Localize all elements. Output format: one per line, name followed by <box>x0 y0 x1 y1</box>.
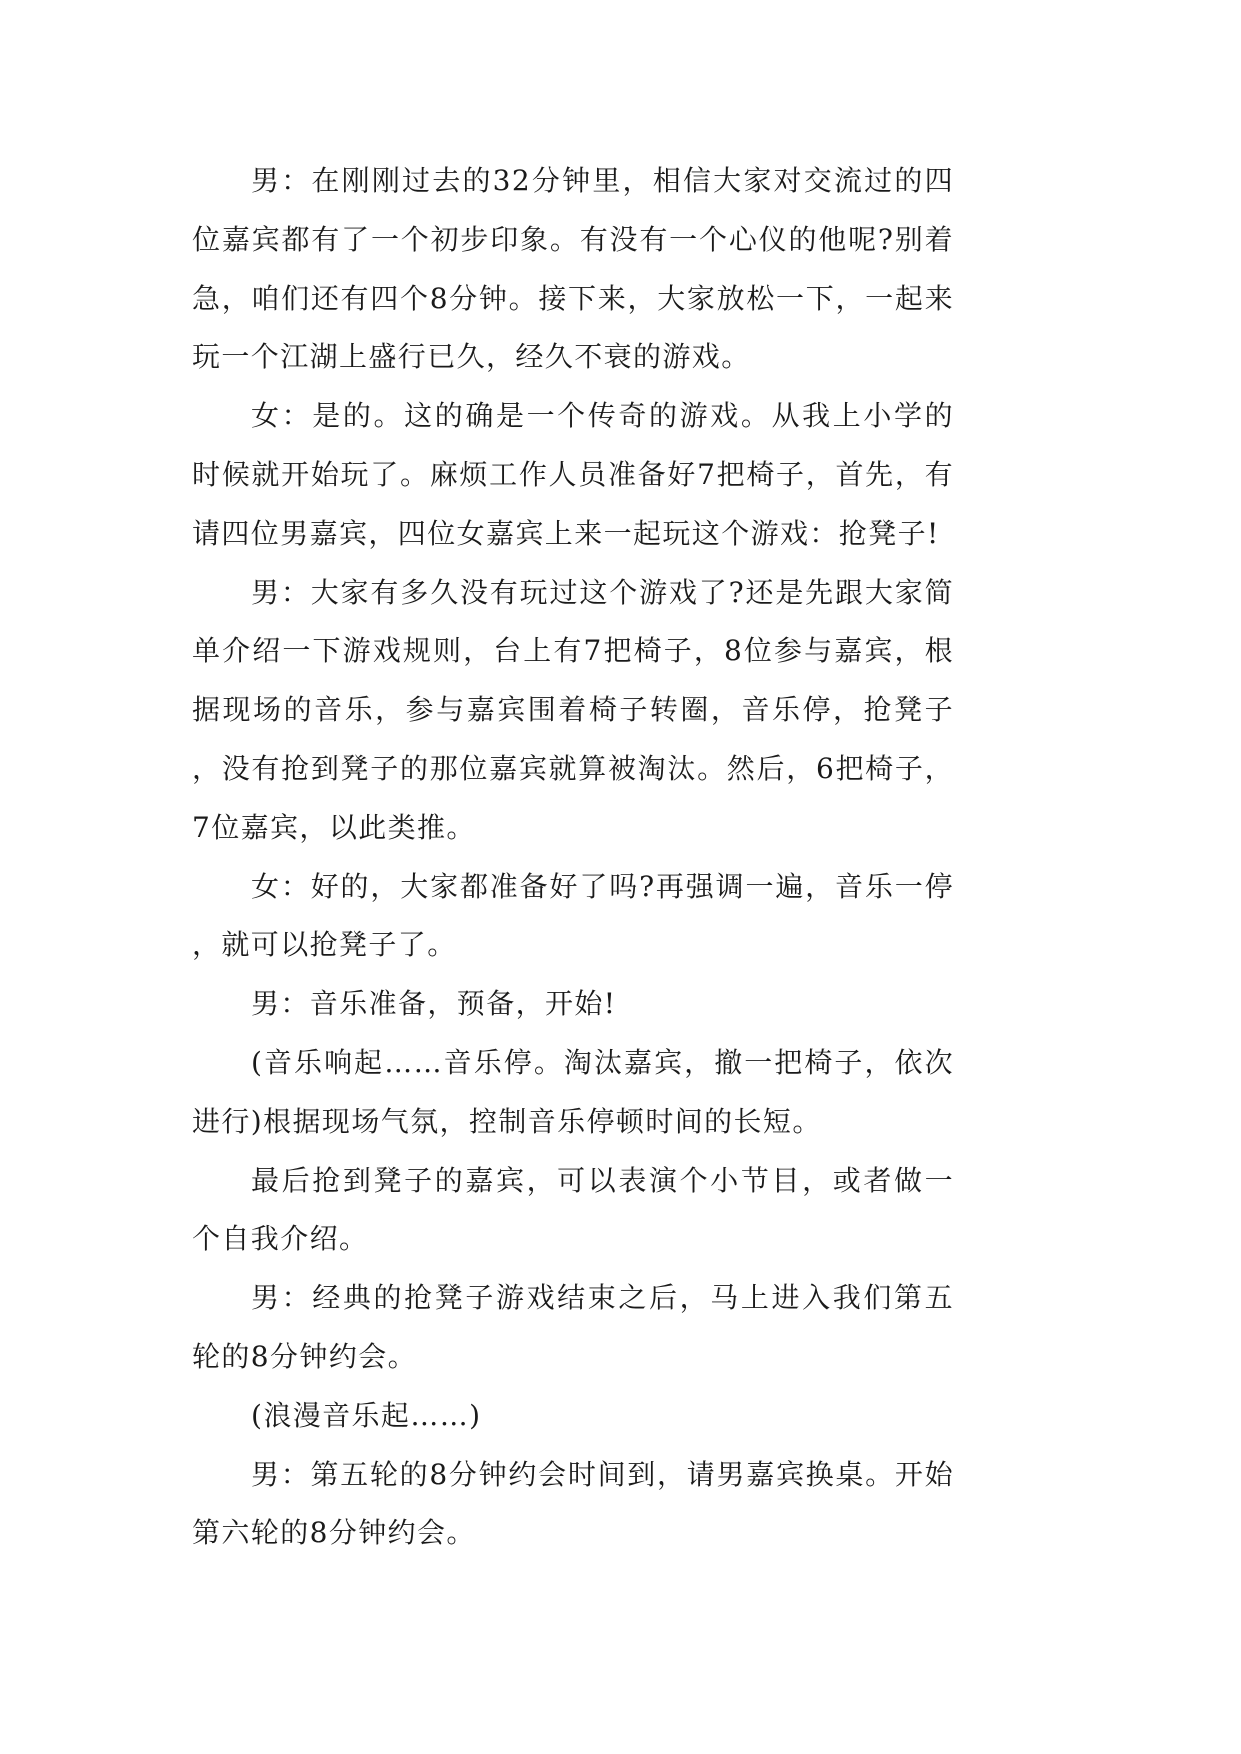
paragraph-2: 女：是的。这的确是一个传奇的游戏。从我上小学的时候就开始玩了。麻烦工作人员准备好7把椅子，首先，有请四位男嘉宾，四位女嘉宾上来一起玩这个游戏：抢凳子! <box>192 399 954 550</box>
paragraph-3: 男：大家有多久没有玩过这个游戏了?还是先跟大家简单介绍一下游戏规则，台上有7把椅子，8位参与嘉宾，根据现场的音乐，参与嘉宾围着椅子转圈，音乐停，抢凳子，没有抢到凳子的那位嘉宾就算被淘汰。然后，6把椅子，7位嘉宾，以此类推。 <box>192 575 954 844</box>
paragraph-8: 男：经典的抢凳子游戏结束之后，马上进入我们第五轮的8分钟约会。 <box>192 1281 954 1373</box>
paragraph-4: 女：好的，大家都准备好了吗?再强调一遍，音乐一停，就可以抢凳子了。 <box>192 869 954 962</box>
paragraph-6: (音乐响起……音乐停。淘汰嘉宾，撤一把椅子，依次进行)根据现场气氛，控制音乐停顿时间的长短。 <box>192 1045 954 1138</box>
paragraph-9: (浪漫音乐起……) <box>251 1398 482 1432</box>
paragraph-5: 男：音乐准备，预备，开始! <box>251 987 617 1021</box>
paragraph-7: 最后抢到凳子的嘉宾，可以表演个小节目，或者做一个自我介绍。 <box>192 1163 954 1256</box>
paragraph-10: 男：第五轮的8分钟约会时间到，请男嘉宾换桌。开始第六轮的8分钟约会。 <box>192 1457 954 1550</box>
paragraph-1: 男：在刚刚过去的32分钟里，相信大家对交流过的四位嘉宾都有了一个初步印象。有没有一个心仪的他呢?别着急，咱们还有四个8分钟。接下来，大家放松一下，一起来玩一个江湖上盛行已久，经久不衰的游戏。 <box>192 164 954 374</box>
document-page <box>192 152 954 1563</box>
